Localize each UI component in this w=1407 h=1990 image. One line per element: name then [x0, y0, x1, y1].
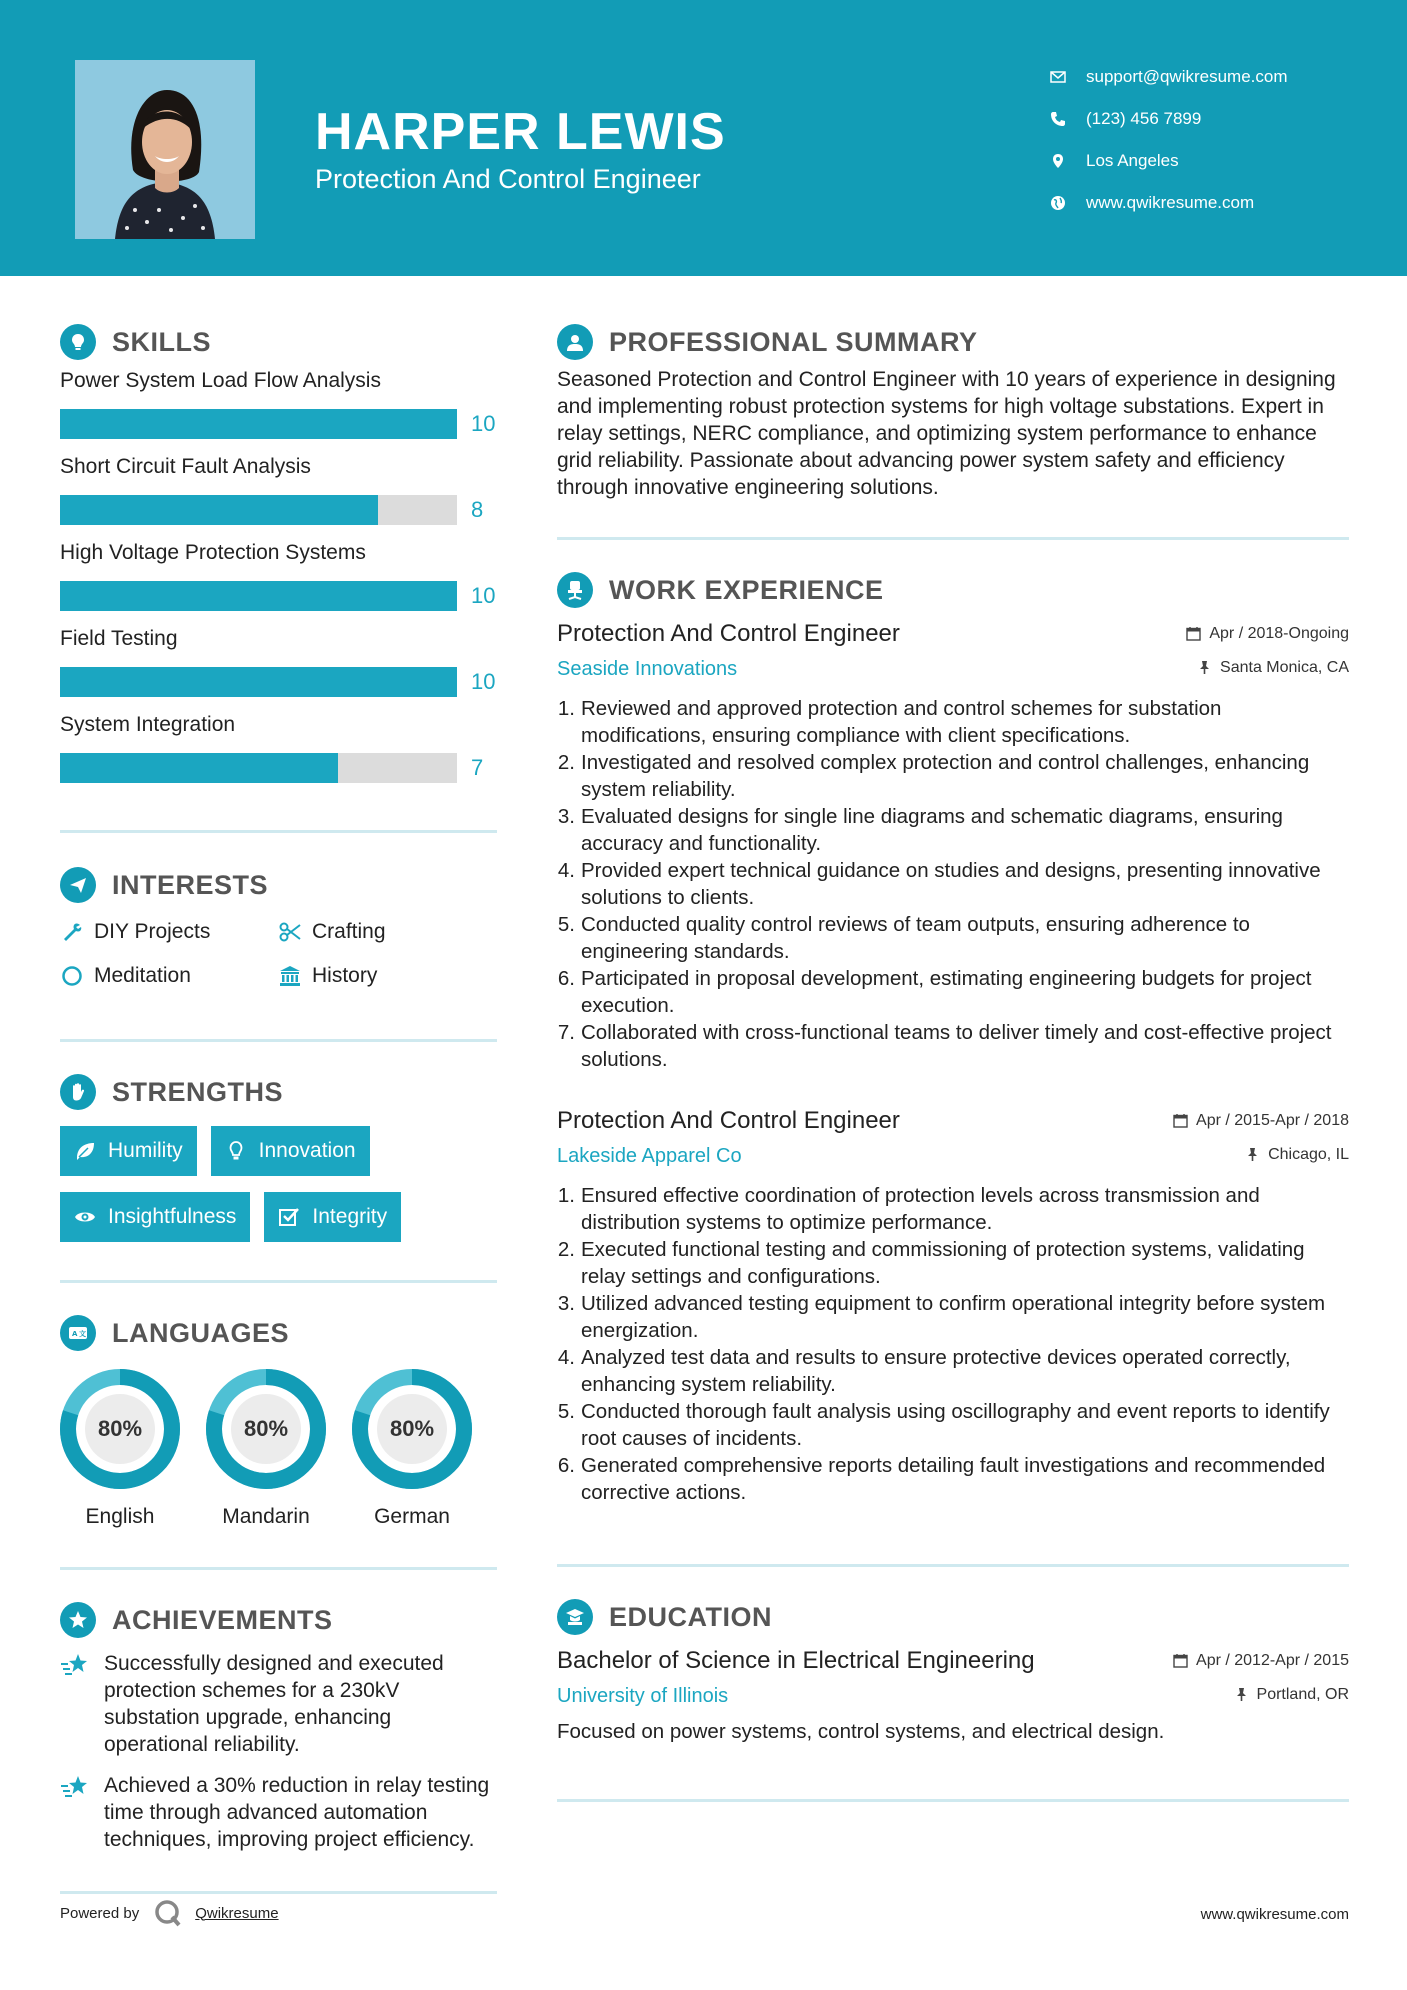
svg-text:文: 文	[79, 1330, 86, 1338]
interests-list	[60, 917, 497, 991]
education-title: EDUCATION	[609, 1601, 772, 1632]
job-bullet: 6. Participated in proposal development, estimating engineering budgets for project execution.	[557, 967, 1312, 1017]
profile-photo	[75, 60, 255, 239]
skill-bar-fill	[60, 667, 457, 697]
section-divider	[60, 1567, 497, 1570]
job-bullet: 2. Investigated and resolved complex protection and control challenges, enhancing system reliability.	[557, 751, 1310, 801]
interest-item	[278, 961, 478, 991]
language-item	[206, 1369, 326, 1529]
qwikresume-link[interactable]: Qwikresume	[195, 1904, 279, 1922]
skills-list	[60, 366, 497, 796]
job-bullet: 6. Generated comprehensive reports detailing fault investigations and recommended corrective actions.	[557, 1454, 1326, 1504]
interests-heading	[60, 863, 497, 907]
job-bullet: 7. Collaborated with cross-functional teams to deliver timely and cost-effective project solutions.	[557, 1021, 1332, 1071]
job-bullet: 5. Conducted thorough fault analysis using oscillography and event reports to identify root causes of incidents.	[557, 1400, 1330, 1450]
language-name: German	[374, 1505, 450, 1528]
achievements-heading	[60, 1598, 497, 1642]
job-bullets	[557, 695, 1349, 1073]
interest-label: DIY Projects	[94, 920, 211, 943]
job-bullet: 3. Evaluated designs for single line diagrams and schematic diagrams, ensuring accuracy and functionality.	[557, 805, 1283, 855]
achievements-title: ACHIEVEMENTS	[112, 1604, 333, 1635]
skill-name: Power System Load Flow Analysis	[60, 369, 381, 392]
contact-website[interactable]	[1050, 182, 1288, 224]
skill-value: 10	[471, 411, 496, 436]
strength-label: Innovation	[258, 1139, 356, 1162]
calendar-icon	[1186, 626, 1201, 641]
bank-icon	[278, 964, 302, 988]
resume-header	[0, 0, 1407, 276]
skill-bar-fill	[60, 581, 457, 611]
strength-label: Humility	[108, 1139, 183, 1162]
job-title: Protection And Control Engineer	[557, 1107, 900, 1134]
wrench-icon	[60, 920, 84, 944]
job-bullet: 2. Executed functional testing and commissioning of protection systems, validating relay settings and configurations.	[557, 1238, 1305, 1288]
contact-location	[1050, 140, 1288, 182]
contact-email-text: support@qwikresume.com	[1086, 67, 1288, 86]
strength-badge	[264, 1192, 401, 1242]
skill-value: 10	[471, 583, 496, 608]
candidate-title: Protection And Control Engineer	[315, 164, 701, 194]
education-entry	[557, 1647, 1349, 1745]
section-divider	[557, 1564, 1349, 1567]
globe-icon	[1050, 195, 1066, 211]
section-divider	[60, 1280, 497, 1283]
skill-item	[60, 366, 497, 452]
contact-email[interactable]	[1050, 56, 1288, 98]
language-name: Mandarin	[222, 1505, 310, 1528]
paper-plane-section-icon	[60, 867, 96, 903]
experience-heading	[557, 568, 1349, 612]
job-bullets	[557, 1182, 1349, 1506]
hand-section-icon	[60, 1074, 96, 1110]
education-location: Portland, OR	[1256, 1685, 1349, 1703]
strength-label: Integrity	[312, 1205, 388, 1228]
star-section-icon	[60, 1602, 96, 1638]
section-divider	[557, 537, 1349, 540]
envelope-icon	[1050, 69, 1066, 85]
leaf-icon	[74, 1140, 96, 1162]
interest-label: Crafting	[312, 920, 386, 943]
footer-powered-by	[60, 1898, 279, 1928]
graduate-section-icon	[557, 1599, 593, 1635]
language-item	[60, 1369, 180, 1529]
powered-by-text: Powered by	[60, 1904, 140, 1922]
language-percent: 80%	[243, 1416, 289, 1441]
strength-badge	[60, 1126, 197, 1176]
strengths-title: STRENGTHS	[112, 1076, 284, 1107]
job-title: Protection And Control Engineer	[557, 620, 900, 647]
language-donut	[60, 1369, 180, 1489]
interest-item	[60, 917, 278, 947]
skill-item	[60, 538, 497, 624]
profile-photo-image	[75, 60, 255, 239]
school-name: University of Illinois	[557, 1685, 729, 1707]
left-column	[60, 320, 497, 1894]
language-percent: 80%	[97, 1416, 143, 1441]
qwikresume-logo-icon	[153, 1898, 183, 1928]
job-bullet: 4. Analyzed test data and results to ensure protective devices operated correctly, enhancing system reliability.	[557, 1346, 1291, 1396]
eye-icon	[74, 1206, 96, 1228]
skill-bar	[60, 409, 457, 439]
summary-text: Seasoned Protection and Control Engineer with 10 years of experience in designing and implementing robust protection systems for high voltage substations. Expert in relay settings, NERC compliance, and optimizing system performance to enhance grid reliability. Passionate about advancing power system safety and efficiency through innovative engineering solutions.	[557, 368, 1336, 499]
lightbulb-icon	[225, 1140, 247, 1162]
skill-item	[60, 710, 497, 796]
footer-website[interactable]: www.qwikresume.com	[1200, 1906, 1349, 1923]
job-bullet: 3. Utilized advanced testing equipment to confirm operational integrity before system energization.	[557, 1292, 1326, 1342]
svg-text:A: A	[72, 1330, 78, 1338]
chair-section-icon	[557, 572, 593, 608]
degree-title: Bachelor of Science in Electrical Engineering	[557, 1647, 1035, 1674]
candidate-name: HARPER LEWIS	[315, 103, 726, 161]
calendar-icon	[1173, 1653, 1188, 1668]
achievement-item	[60, 1650, 497, 1758]
scissors-icon	[278, 920, 302, 944]
contact-website-text: www.qwikresume.com	[1086, 193, 1255, 212]
job-dates: Apr / 2015-Apr / 2018	[1196, 1111, 1349, 1129]
job-bullet: 5. Conducted quality control reviews of team outputs, ensuring adherence to engineering standards.	[557, 913, 1250, 963]
summary-heading	[557, 320, 1349, 364]
skills-title: SKILLS	[112, 326, 212, 357]
language-item	[352, 1369, 472, 1529]
skill-name: Short Circuit Fault Analysis	[60, 455, 311, 478]
calendar-icon	[1173, 1113, 1188, 1128]
interest-item	[60, 961, 278, 991]
circle-icon	[60, 964, 84, 988]
section-divider	[557, 1799, 1349, 1802]
strengths-list	[60, 1126, 497, 1242]
job-bullet: 4. Provided expert technical guidance on studies and designs, presenting innovative solutions to clients.	[557, 859, 1321, 909]
contact-list	[1050, 56, 1288, 224]
skill-name: System Integration	[60, 713, 236, 736]
language-percent: 80%	[389, 1416, 435, 1441]
interests-title: INTERESTS	[112, 869, 269, 900]
map-marker-icon	[1050, 153, 1066, 169]
job-entry	[557, 1107, 1349, 1506]
skill-name: High Voltage Protection Systems	[60, 541, 366, 564]
pushpin-icon	[1245, 1147, 1260, 1162]
languages-title: LANGUAGES	[112, 1317, 290, 1348]
right-column	[557, 320, 1349, 1802]
pushpin-icon	[1197, 660, 1212, 675]
skill-bar	[60, 581, 457, 611]
achievement-text: Successfully designed and executed protection schemes for a 230kV substation upgrade, enhancing operational reliability.	[104, 1652, 444, 1756]
contact-phone-text: (123) 456 7899	[1086, 109, 1202, 128]
achievement-text: Achieved a 30% reduction in relay testing time through advanced automation techniques, improving project efficiency.	[104, 1774, 490, 1851]
job-location: Chicago, IL	[1268, 1145, 1349, 1163]
skill-bar-fill	[60, 753, 338, 783]
skill-bar	[60, 667, 457, 697]
section-divider	[60, 1039, 497, 1042]
achievement-item	[60, 1772, 497, 1853]
pushpin-icon	[1234, 1687, 1249, 1702]
section-divider	[60, 1891, 497, 1894]
company-name: Seaside Innovations	[557, 658, 738, 680]
language-donut	[206, 1369, 326, 1489]
strength-label: Insightfulness	[108, 1205, 237, 1228]
languages-heading	[60, 1311, 497, 1355]
strength-badge	[211, 1126, 370, 1176]
skill-bar	[60, 753, 457, 783]
education-description: Focused on power systems, control systems, and electrical design.	[557, 1720, 1165, 1743]
job-bullet: 1. Reviewed and approved protection and control schemes for substation modifications, ensuring compliance with client specifications.	[557, 697, 1222, 747]
skill-value: 8	[471, 497, 484, 522]
language-donut	[352, 1369, 472, 1489]
section-divider	[60, 830, 497, 833]
job-bullet: 1. Ensured effective coordination of protection levels across transmission and distribution systems to optimize performance.	[557, 1184, 1260, 1234]
shooting-star-icon	[60, 1774, 92, 1802]
skill-name: Field Testing	[60, 627, 178, 650]
interest-label: Meditation	[94, 964, 191, 987]
skill-bar-fill	[60, 409, 457, 439]
language-section-icon	[60, 1315, 96, 1351]
skills-heading	[60, 320, 497, 364]
phone-icon	[1050, 111, 1066, 127]
skill-value: 10	[471, 669, 496, 694]
interest-item	[278, 917, 478, 947]
education-dates: Apr / 2012-Apr / 2015	[1196, 1651, 1349, 1669]
job-entry	[557, 620, 1349, 1073]
contact-phone[interactable]	[1050, 98, 1288, 140]
strength-badge	[60, 1192, 250, 1242]
strengths-heading	[60, 1070, 497, 1114]
interest-label: History	[312, 964, 378, 987]
experience-title: WORK EXPERIENCE	[609, 574, 884, 605]
language-name: English	[85, 1505, 155, 1528]
job-location: Santa Monica, CA	[1220, 658, 1349, 676]
skill-item	[60, 452, 497, 538]
checkbox-icon	[278, 1206, 300, 1228]
lightbulb-section-icon	[60, 324, 96, 360]
education-heading	[557, 1595, 1349, 1639]
company-name: Lakeside Apparel Co	[557, 1145, 742, 1167]
languages-list	[60, 1369, 497, 1529]
summary-title: PROFESSIONAL SUMMARY	[609, 326, 978, 357]
user-section-icon	[557, 324, 593, 360]
job-dates: Apr / 2018-Ongoing	[1209, 624, 1349, 642]
skill-bar-fill	[60, 495, 378, 525]
contact-location-text: Los Angeles	[1086, 151, 1179, 170]
skill-item	[60, 624, 497, 710]
skill-value: 7	[471, 755, 484, 780]
shooting-star-icon	[60, 1652, 92, 1680]
skill-bar	[60, 495, 457, 525]
